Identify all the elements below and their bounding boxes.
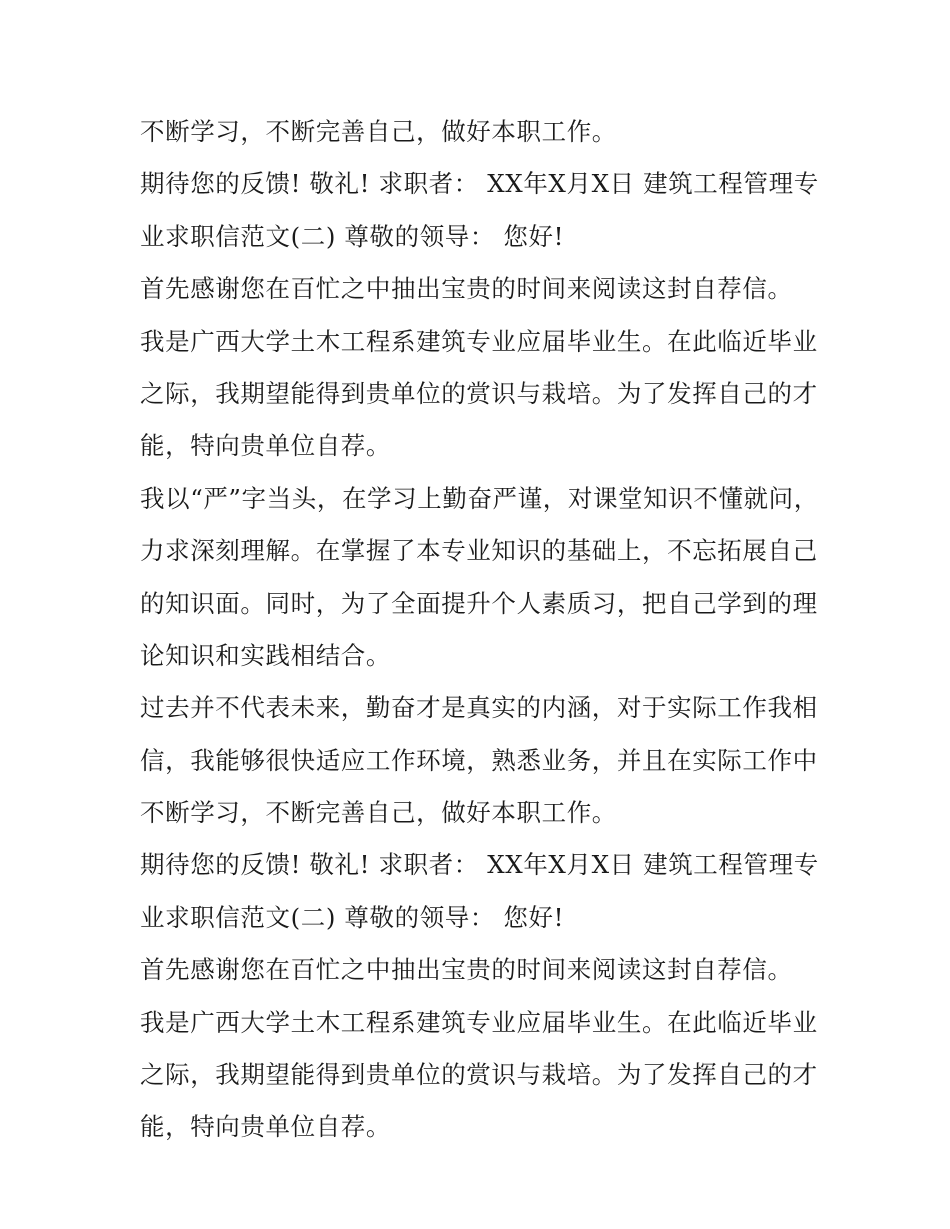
text-line: 能，特向贵单位自荐。 [140,1112,391,1142]
text-line: 之际，我期望能得到贵单位的赏识与栽培。为了发挥自己的才 [140,1060,818,1090]
text-line: 过去并不代表未来，勤奋才是真实的内涵，对于实际工作我相 [140,693,818,723]
text-line: 的知识面。同时，为了全面提升个人素质习，把自己学到的理 [140,588,818,618]
text-line: 首先感谢您在百忙之中抽出宝贵的时间来阅读这封自荐信。 [140,274,793,304]
text-line: 力求深刻理解。在掌握了本专业知识的基础上，不忘拓展自己 [140,536,818,566]
text-line: 之际，我期望能得到贵单位的赏识与栽培。为了发挥自己的才 [140,378,818,408]
text-line: 我是广西大学土木工程系建筑专业应届毕业生。在此临近毕业 [140,1007,818,1037]
text-line: 首先感谢您在百忙之中抽出宝贵的时间来阅读这封自荐信。 [140,955,793,985]
text-line: 能，特向贵单位自荐。 [140,431,391,461]
text-line: 我以“严”字当头，在学习上勤奋严谨，对课堂知识不懂就问， [140,483,819,513]
text-line: 我是广西大学土木工程系建筑专业应届毕业生。在此临近毕业 [140,326,818,356]
text-line: 论知识和实践相结合。 [140,640,391,670]
text-line: 业求职信范文(二) 尊敬的领导： 您好! [140,221,565,251]
text-line: 期待您的反馈! 敬礼! 求职者： XX年X月X日 建筑工程管理专 [140,169,819,199]
text-line: 期待您的反馈! 敬礼! 求职者： XX年X月X日 建筑工程管理专 [140,850,819,880]
text-line: 不断学习，不断完善自己，做好本职工作。 [140,117,617,146]
letter-body [140,106,820,1154]
text-line: 信，我能够很快适应工作环境，熟悉业务，并且在实际工作中 [140,745,818,775]
text-line: 不断学习，不断完善自己，做好本职工作。 [140,798,617,828]
text-line: 业求职信范文(二) 尊敬的领导： 您好! [140,902,565,932]
